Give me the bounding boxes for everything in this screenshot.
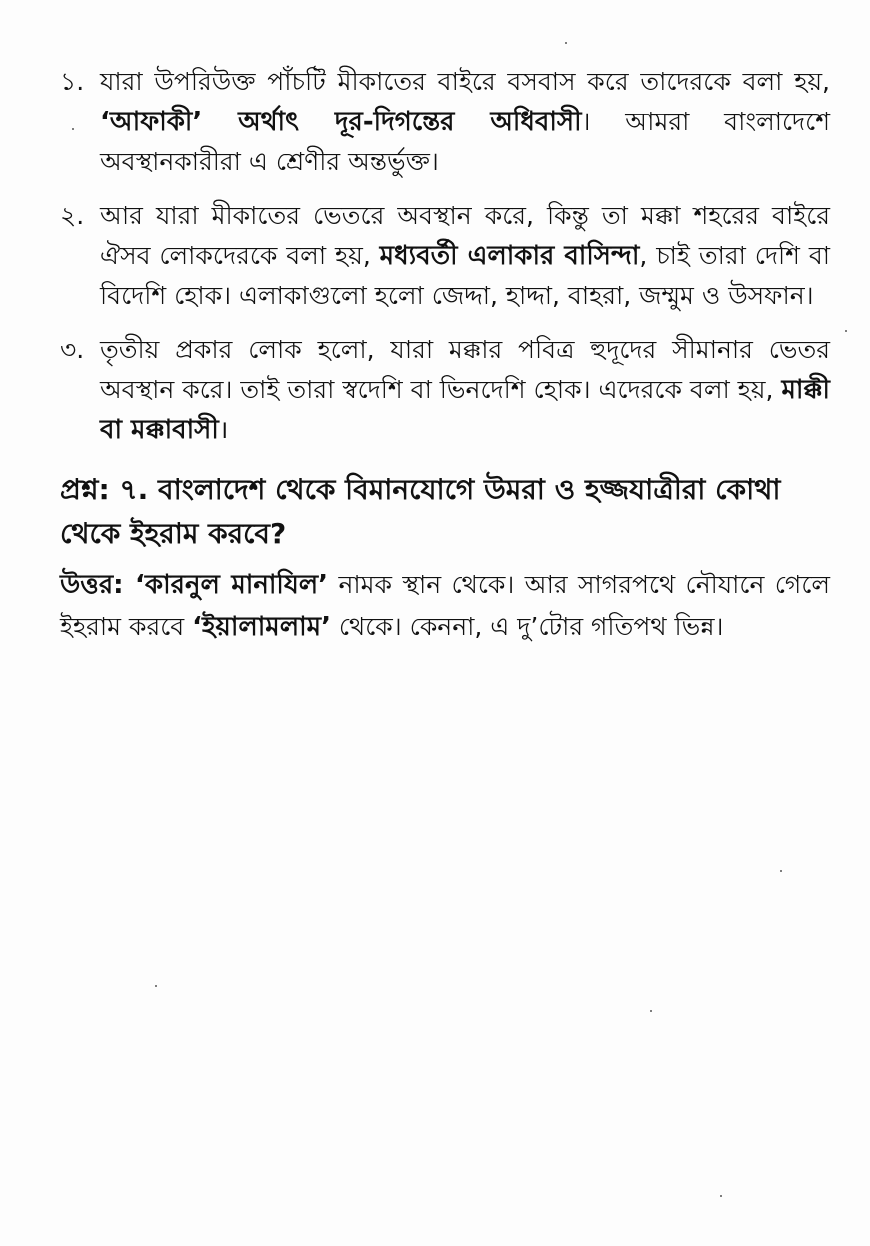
text-run: , চাই তারা দেশি বা বিদেশি হোক। এলাকাগুলো হলো জেদ্দা, হাদ্দা, বাহরা, জম্মুম ও উসফান।	[100, 241, 830, 310]
question-answer-block	[60, 468, 830, 648]
text-run: নামক স্থান থেকে। আর সাগরপথে নৌযানে গেলে ইহরাম করবে	[60, 570, 830, 641]
list-item-text	[100, 62, 830, 182]
scan-speck	[650, 1010, 652, 1012]
answer-label: উত্তর: ‘কারনুল মানাযিল’	[60, 570, 329, 600]
text-run: থেকে। কেননা, এ দু’টোর গতিপথ ভিন্ন।	[330, 612, 724, 641]
scan-speck	[155, 985, 157, 987]
bold-term: ‘ইয়ালামলাম’	[192, 612, 331, 642]
text-run: যারা উপরিউক্ত পাঁচটি মীকাতের বাইরে বসবাস করে তাদেরকে বলা হয়,	[100, 67, 830, 96]
bold-term: মধ্যবর্তী এলাকার বাসিন্দা	[379, 241, 640, 271]
scan-speck	[845, 330, 847, 332]
scan-speck	[720, 1195, 722, 1197]
scan-speck	[72, 128, 74, 130]
list-item-3	[60, 330, 830, 450]
list-item-number: ২.	[60, 201, 85, 230]
answer-text	[60, 564, 830, 648]
text-run: আর যারা মীকাতের ভেতরে অবস্থান করে, কিন্তু তা মক্কা শহরের বাইরে ঐসব লোকদেরকে বলা হয়,	[100, 201, 830, 270]
bold-term: ‘আফাকী’ অর্থাৎ দূর-দিগন্তের অধিবাসী	[100, 107, 582, 137]
list-item-text	[100, 330, 830, 450]
list-item-number: ১.	[60, 67, 85, 96]
bold-term: মাক্কী বা মক্কাবাসী	[100, 375, 830, 445]
text-run: । আমরা বাংলাদেশে অবস্থানকারীরা এ শ্রেণীর অন্তর্ভুক্ত।	[100, 107, 830, 176]
list-item-1	[60, 62, 830, 182]
text-run: ।	[218, 415, 229, 444]
document-content	[60, 62, 830, 648]
question-text: প্রশ্ন: ৭. বাংলাদেশ থেকে বিমানযোগে উমরা ও হজ্জযাত্রীরা কোথা থেকে ইহরাম করবে?	[60, 473, 781, 550]
list-item-2	[60, 196, 830, 316]
text-run: তৃতীয় প্রকার লোক হলো, যারা মক্কার পবিত্র হুদূদের সীমানার ভেতর অবস্থান করে। তাই তারা স্বদেশি বা ভিনদেশি হোক। এদেরকে বলা হয়,	[100, 335, 830, 404]
scan-speck	[565, 42, 567, 44]
scan-speck	[780, 870, 782, 872]
list-item-number: ৩.	[60, 335, 85, 364]
list-item-text	[100, 196, 830, 316]
